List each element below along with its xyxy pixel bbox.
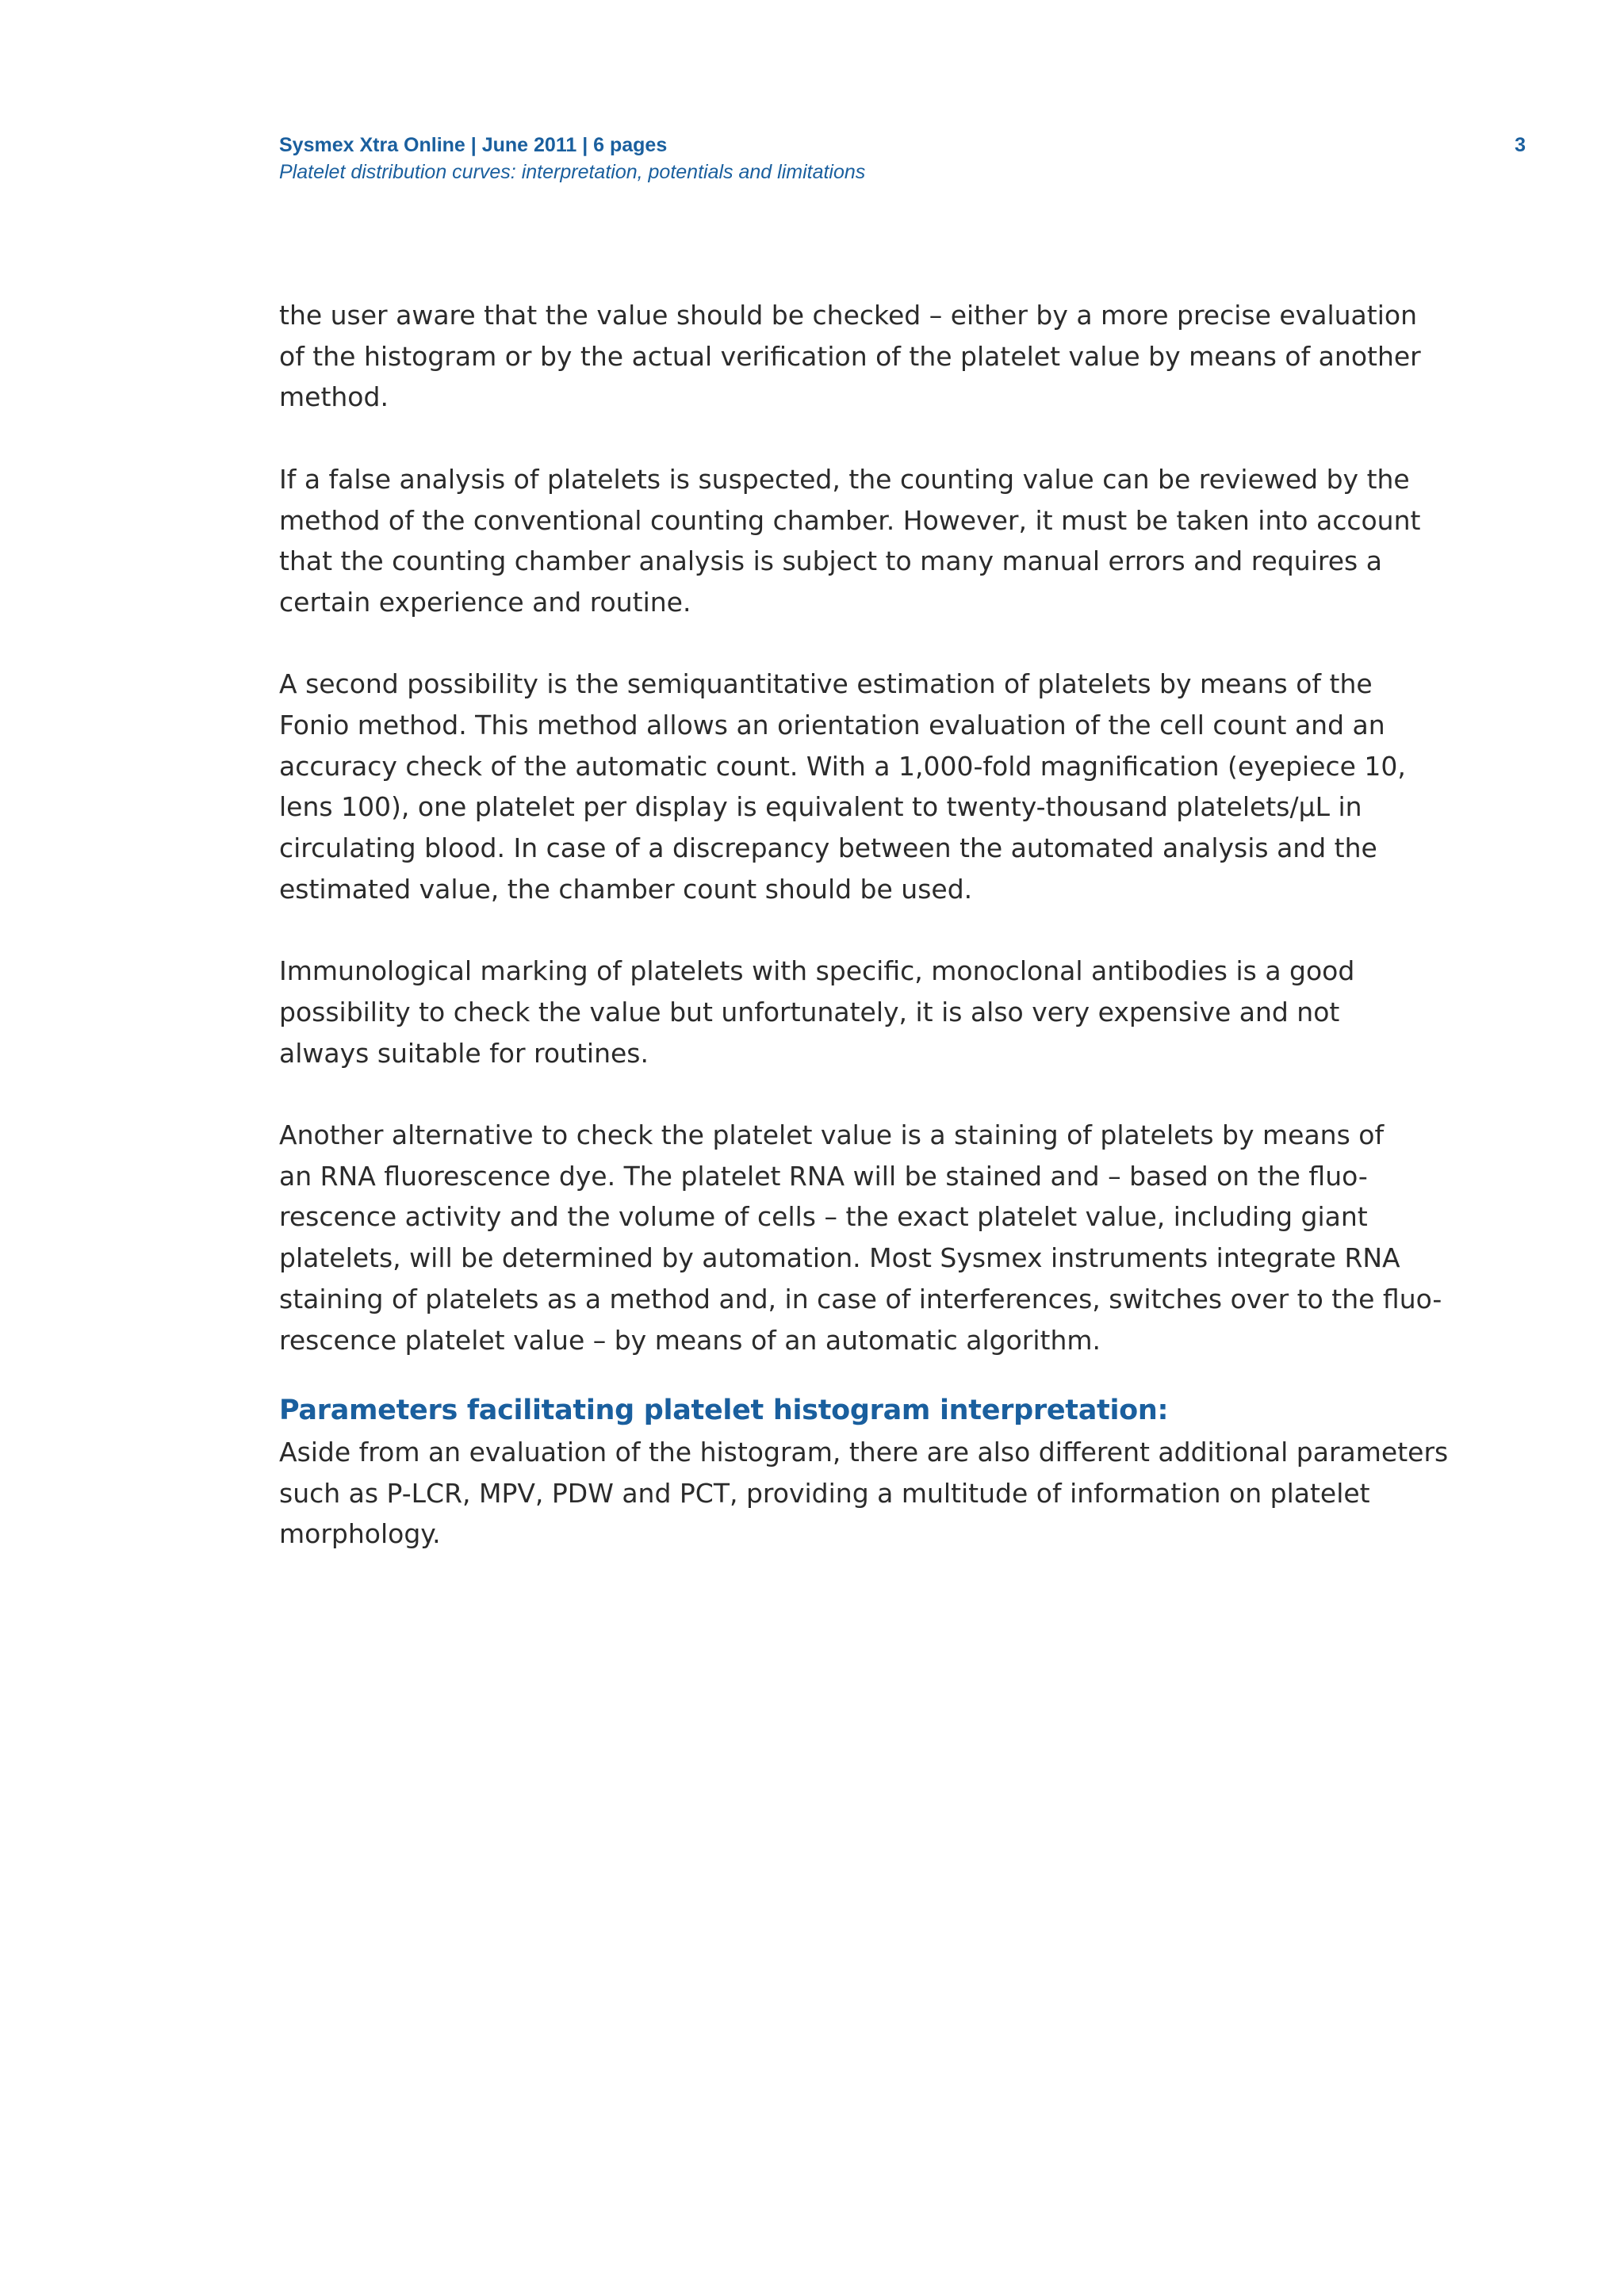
text-line: estimated value, the chamber count should be used. [279,873,973,905]
text-line: If a false analysis of platelets is suspected, the counting value can be reviewed by the [279,463,1410,495]
text-line: of the histogram or by the actual verification of the platelet value by means of another [279,340,1421,372]
text-line: Aside from an evaluation of the histogram, there are also different additional parameters [279,1436,1449,1468]
text-line: lens 100), one platelet per display is equivalent to twenty-thousand platelets/µL in [279,791,1362,823]
paragraph-4 [279,951,1358,1073]
text-line: the user aware that the value should be checked – either by a more precise evaluation [279,300,1417,331]
paragraph-3 [279,664,1406,909]
text-line: certain experience and routine. [279,586,691,618]
article-body [279,295,1449,1555]
paragraph-2 [279,459,1421,623]
paragraph-1 [279,295,1421,418]
text-line: an RNA fluorescence dye. The platelet RNA will be stained and – based on the fluo- [279,1160,1368,1192]
publication-title: Sysmex Xtra Online | June 2011 | 6 pages [279,134,668,156]
section-heading: Parameters facilitating platelet histogram interpretation: [279,1395,1169,1427]
text-line: platelets, will be determined by automation. Most Sysmex instruments integrate RNA [279,1242,1400,1274]
text-line: A second possibility is the semiquantitative estimation of platelets by means of the [279,668,1373,700]
text-line: method of the conventional counting chamber. However, it must be taken into account [279,504,1421,536]
text-line: method. [279,381,389,413]
section-paragraph [279,1432,1449,1555]
text-line: morphology. [279,1518,441,1550]
text-line: Another alternative to check the platelet value is a staining of platelets by means of [279,1119,1385,1150]
text-line: such as P-LCR, MPV, PDW and PCT, providing a multitude of information on platelet [279,1477,1370,1509]
page-number: 3 [1515,134,1526,156]
text-line: staining of platelets as a method and, in case of interferences, switches over to the fluo- [279,1283,1442,1314]
text-line: rescence activity and the volume of cells – the exact platelet value, including giant [279,1201,1368,1233]
text-line: possibility to check the value but unfortunately, it is also very expensive and not [279,996,1340,1027]
text-line: rescence platelet value – by means of an automatic algorithm. [279,1324,1101,1356]
article-subtitle: Platelet distribution curves: interpretation, potentials and limitations [279,161,866,183]
text-line: accuracy check of the automatic count. With a 1,000-fold magnification (eyepiece 10, [279,750,1406,782]
text-line: Immunological marking of platelets with specific, monoclonal antibodies is a good [279,955,1355,987]
text-line: circulating blood. In case of a discrepancy between the automated analysis and the [279,832,1377,864]
text-line: that the counting chamber analysis is subject to many manual errors and requires a [279,545,1382,577]
text-line: always suitable for routines. [279,1037,649,1069]
page-header [279,132,1532,186]
text-line: Fonio method. This method allows an orientation evaluation of the cell count and an [279,710,1385,740]
paragraph-5 [279,1115,1442,1360]
